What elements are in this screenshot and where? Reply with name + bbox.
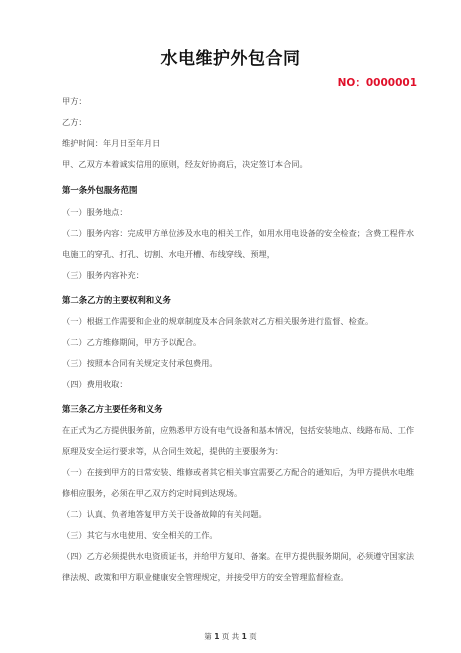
- document-title: 水电维护外包合同: [160, 49, 301, 69]
- section-heading: 第二条乙方的主要权利和义务: [62, 295, 171, 305]
- clause-paragraph: （二）乙方维修期间，甲方予以配合。: [62, 337, 202, 347]
- clause-paragraph: （四）乙方必须提供水电资质证书，并给甲方复印、备案。在甲方提供服务期间，必须遵守国家法律法规、政策和甲方职业健康安全管理规定，并接受甲方的安全管理监督检查。: [62, 551, 415, 582]
- footer-prefix: 第: [204, 632, 212, 641]
- clause-paragraph: （二）认真、负者地答复甲方关于设备故障的有关问题。: [62, 509, 267, 519]
- section-heading: 第一条外包服务范围: [62, 185, 138, 195]
- clause-paragraph: （三）其它与水电使用、安全相关的工作。: [62, 530, 218, 540]
- clause-paragraph: （一）服务地点：: [62, 207, 128, 217]
- service-period: 维护时间：年月日至年月日: [62, 138, 161, 148]
- footer-middle: 页 共: [221, 632, 240, 641]
- party-a-line: 甲方：: [62, 96, 87, 106]
- clause-paragraph: （三）按照本合同有关规定支付承包费用。: [62, 358, 218, 368]
- page-footer: [0, 631, 461, 642]
- clause-paragraph: （三）服务内容补充：: [62, 270, 144, 280]
- clause-paragraph: 在正式为乙方提供服务前，应熟悉甲方设有电气设备和基本情况，包括安装地点、线路布局、工作原理及安全运行要求等，从合同生效起，提供的主要服务为：: [62, 425, 415, 456]
- clause-paragraph: （四）费用收取：: [62, 379, 128, 389]
- contract-number: NO：0000001: [337, 77, 417, 89]
- clause-paragraph: （一）根据工作需要和企业的规章制度及本合同条款对乙方相关服务进行监督、检查。: [62, 316, 374, 326]
- current-page-number: 1: [214, 632, 220, 641]
- total-page-number: 1: [241, 632, 247, 641]
- party-b-line: 乙方：: [62, 117, 87, 127]
- clause-paragraph: （一）在接到甲方的日常安装、维修或者其它相关事宜需要乙方配合的通知后，为甲方提供水电维修相应服务，必须在甲乙双方约定时间到达现场。: [62, 467, 415, 498]
- section-heading: 第三条乙方主要任务和义务: [62, 404, 163, 414]
- preamble: 甲、乙双方本着诚实信用的原则，经友好协商后，决定签订本合同。: [62, 159, 308, 169]
- footer-suffix: 页: [249, 632, 257, 641]
- clause-paragraph: （二）服务内容：完成甲方单位涉及水电的相关工作，如用水用电设备的安全检查；含费工程件水电施工的穿孔、打孔、切割、水电开槽、布线穿线、预埋，: [62, 228, 415, 259]
